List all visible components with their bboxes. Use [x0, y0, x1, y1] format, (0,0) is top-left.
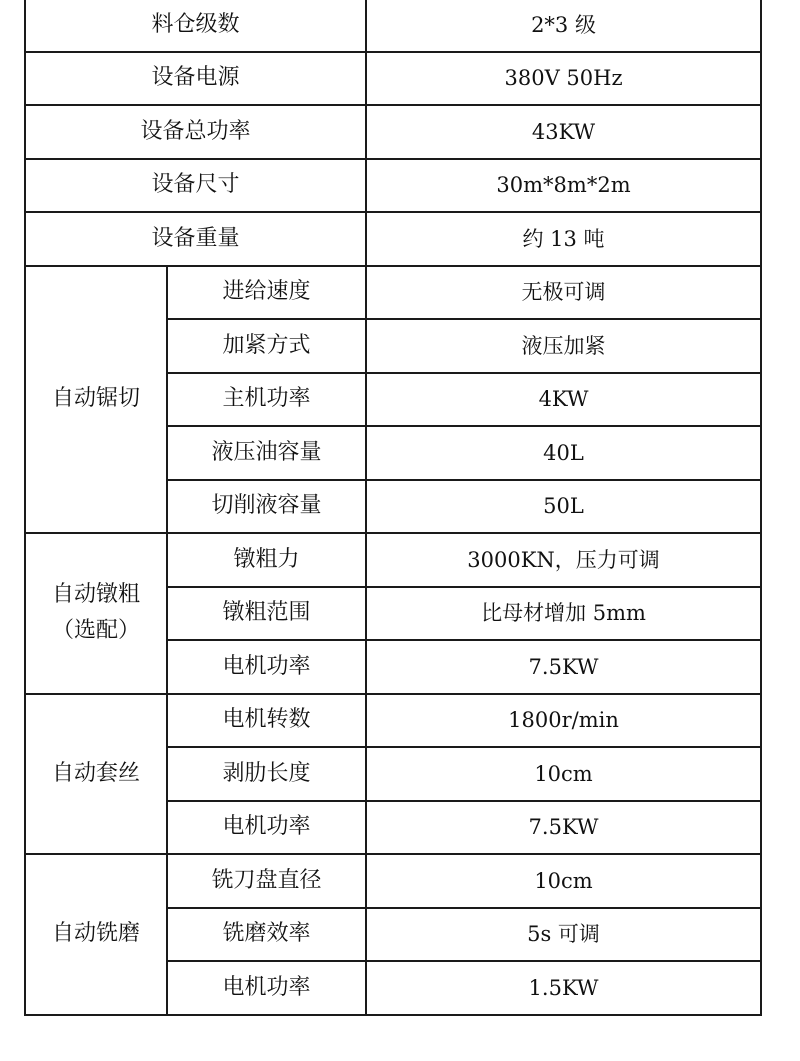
- spec-label: 镦粗范围: [167, 587, 366, 641]
- group-note: （选配）: [51, 618, 140, 644]
- spec-label: 镦粗力: [167, 533, 366, 587]
- table-row: [25, 105, 761, 159]
- table-row: [25, 212, 761, 266]
- spec-table: [24, 0, 762, 1016]
- group-label-threading: 自动套丝: [25, 694, 167, 855]
- spec-value: 380V 50Hz: [366, 52, 761, 106]
- spec-label: 电机功率: [167, 801, 366, 855]
- spec-label: 进给速度: [167, 266, 366, 320]
- spec-label: 电机功率: [167, 640, 366, 694]
- spec-label: 设备电源: [25, 52, 366, 106]
- table-row: [25, 0, 761, 52]
- spec-value: 5s 可调: [366, 908, 761, 962]
- spec-value: 7.5KW: [366, 801, 761, 855]
- spec-label: 料仓级数: [25, 0, 366, 52]
- spec-value: 40L: [366, 426, 761, 480]
- spec-label: 设备尺寸: [25, 159, 366, 213]
- spec-value: 无极可调: [366, 266, 761, 320]
- spec-label: 铣刀盘直径: [167, 854, 366, 908]
- spec-value: 1.5KW: [366, 961, 761, 1015]
- group-name: 自动镦粗: [51, 582, 140, 608]
- spec-value: 7.5KW: [366, 640, 761, 694]
- spec-label: 切削液容量: [167, 480, 366, 534]
- spec-value: 4KW: [366, 373, 761, 427]
- spec-label: 加紧方式: [167, 319, 366, 373]
- spec-value: 43KW: [366, 105, 761, 159]
- spec-label: 设备总功率: [25, 105, 366, 159]
- spec-value: 50L: [366, 480, 761, 534]
- table-row: [25, 533, 761, 587]
- spec-label: 主机功率: [167, 373, 366, 427]
- spec-value: 1800r/min: [366, 694, 761, 748]
- table-row: [25, 52, 761, 106]
- spec-label: 电机转数: [167, 694, 366, 748]
- spec-label: 电机功率: [167, 961, 366, 1015]
- spec-value: 比母材增加 5mm: [366, 587, 761, 641]
- table-row: [25, 854, 761, 908]
- spec-value: 3000KN，压力可调: [366, 533, 761, 587]
- spec-label: 铣磨效率: [167, 908, 366, 962]
- spec-value: 2*3 级: [366, 0, 761, 52]
- spec-label: 剥肋长度: [167, 747, 366, 801]
- spec-label: 液压油容量: [167, 426, 366, 480]
- table-row: [25, 694, 761, 748]
- spec-value: 10cm: [366, 854, 761, 908]
- table-row: [25, 266, 761, 320]
- spec-value: 液压加紧: [366, 319, 761, 373]
- group-label-sawing: 自动锯切: [25, 266, 167, 534]
- spec-value: 约 13 吨: [366, 212, 761, 266]
- group-label-upsetting: [25, 533, 167, 694]
- spec-value: 30m*8m*2m: [366, 159, 761, 213]
- spec-label: 设备重量: [25, 212, 366, 266]
- table-row: [25, 159, 761, 213]
- spec-value: 10cm: [366, 747, 761, 801]
- group-label-milling: 自动铣磨: [25, 854, 167, 1015]
